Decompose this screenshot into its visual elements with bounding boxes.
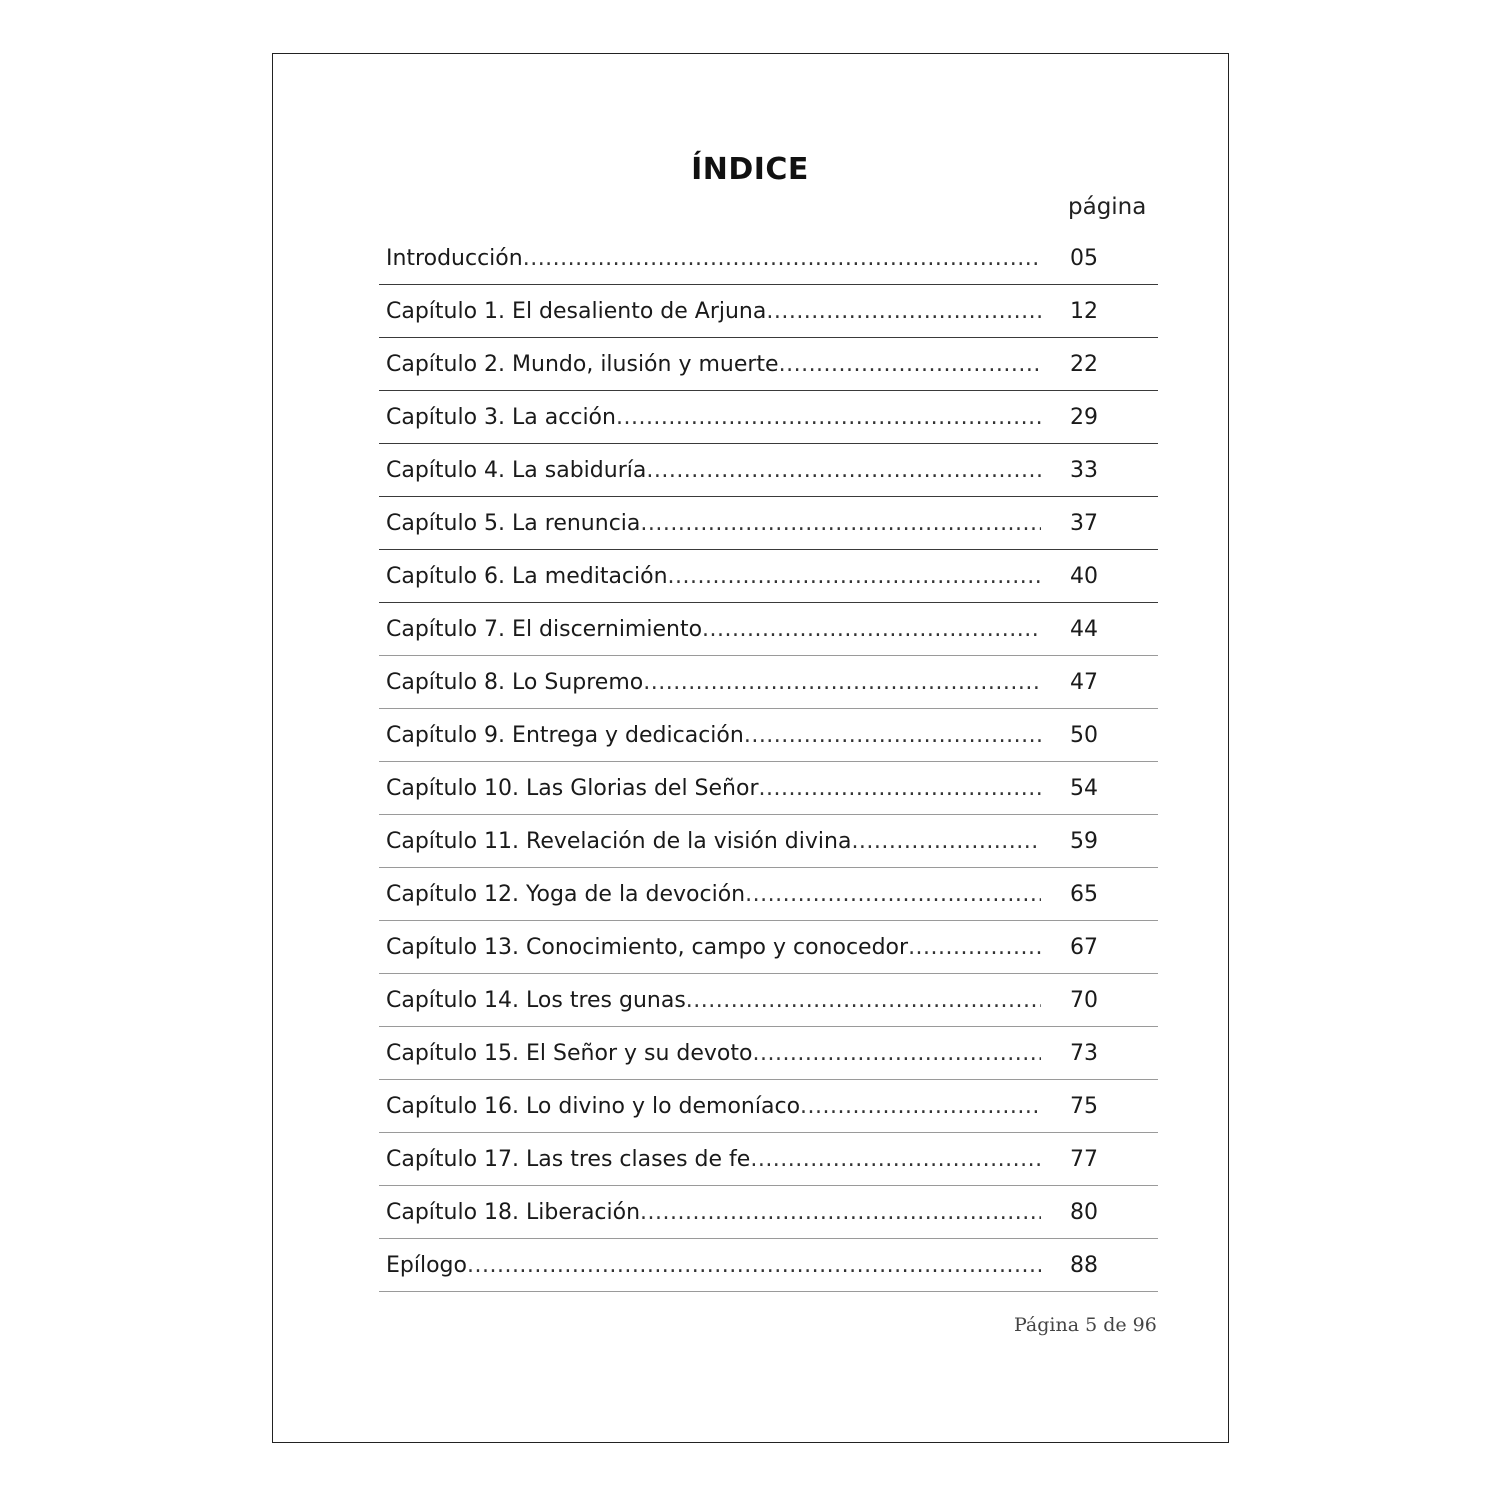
toc-entry	[379, 935, 1041, 960]
toc-entry-label: Capítulo 14. Los tres gunas	[386, 987, 686, 1013]
dot-leader	[759, 776, 1042, 801]
toc-row[interactable]	[379, 921, 1158, 974]
toc-entry-label: Capítulo 8. Lo Supremo	[386, 669, 644, 695]
toc-row[interactable]	[379, 1186, 1158, 1239]
toc-page-number: 05	[1070, 245, 1098, 271]
toc-row[interactable]	[379, 338, 1158, 391]
toc-row[interactable]	[379, 709, 1158, 762]
dot-leader	[750, 1147, 1041, 1172]
toc-entry	[379, 723, 1041, 748]
toc-entry-label: Capítulo 11. Revelación de la visión divina	[386, 828, 852, 854]
toc-page-number: 44	[1070, 616, 1098, 642]
toc-page-number: 40	[1070, 563, 1098, 589]
toc-entry	[379, 1041, 1041, 1066]
toc-row[interactable]	[379, 232, 1158, 285]
toc-page-number: 12	[1070, 298, 1098, 324]
toc-row[interactable]	[379, 497, 1158, 550]
toc-page-number: 59	[1070, 828, 1098, 854]
toc-row[interactable]	[379, 603, 1158, 656]
dot-leader	[851, 829, 1041, 854]
toc-row[interactable]	[379, 391, 1158, 444]
toc-entry	[379, 511, 1041, 536]
toc-page-number: 33	[1070, 457, 1098, 483]
toc-entry	[379, 564, 1041, 589]
page-footer: Página 5 de 96	[1014, 1314, 1157, 1336]
toc-entry	[379, 458, 1041, 483]
dot-leader	[702, 617, 1041, 642]
toc-row[interactable]	[379, 974, 1158, 1027]
toc-entry-label: Capítulo 15. El Señor y su devoto	[386, 1040, 753, 1066]
toc-row[interactable]	[379, 1080, 1158, 1133]
toc-row[interactable]	[379, 1027, 1158, 1080]
toc-entry	[379, 1200, 1041, 1225]
toc-row[interactable]	[379, 1133, 1158, 1186]
toc-entry-label: Capítulo 6. La meditación	[386, 563, 668, 589]
dot-leader	[640, 1200, 1041, 1225]
dot-leader	[779, 352, 1041, 377]
toc-entry	[379, 1147, 1041, 1172]
toc-entry	[379, 882, 1041, 907]
toc-entry-label: Capítulo 16. Lo divino y lo demoníaco	[386, 1093, 801, 1119]
dot-leader	[523, 246, 1041, 271]
dot-leader	[643, 670, 1041, 695]
toc-entry	[379, 299, 1041, 324]
toc-entry-label: Capítulo 18. Liberación	[386, 1199, 641, 1225]
dot-leader	[766, 299, 1041, 324]
toc-page-number: 54	[1070, 775, 1098, 801]
toc-entry-label: Epílogo	[386, 1252, 467, 1278]
toc-entry-label: Introducción	[386, 245, 523, 271]
toc-row[interactable]	[379, 444, 1158, 497]
toc-entry-label: Capítulo 1. El desaliento de Arjuna	[386, 298, 767, 324]
toc-entry	[379, 405, 1041, 430]
toc-row[interactable]	[379, 868, 1158, 921]
page-title: ÍNDICE	[691, 152, 809, 187]
toc-entry-label: Capítulo 3. La acción	[386, 404, 616, 430]
toc-page-number: 65	[1070, 881, 1098, 907]
toc-row[interactable]	[379, 550, 1158, 603]
dot-leader	[668, 564, 1041, 589]
dot-leader	[908, 935, 1041, 960]
toc-entry-label: Capítulo 5. La renuncia	[386, 510, 641, 536]
toc-entry-label: Capítulo 9. Entrega y dedicación	[386, 722, 744, 748]
toc-entry-label: Capítulo 2. Mundo, ilusión y muerte	[386, 351, 779, 377]
toc-page-number: 77	[1070, 1146, 1098, 1172]
dot-leader	[686, 988, 1041, 1013]
dot-leader	[616, 405, 1041, 430]
toc-entry-label: Capítulo 17. Las tres clases de fe	[386, 1146, 751, 1172]
toc-page-number: 50	[1070, 722, 1098, 748]
toc-entry-label: Capítulo 7. El discernimiento	[386, 616, 703, 642]
page-column-header: página	[1068, 194, 1147, 220]
toc-page-number: 75	[1070, 1093, 1098, 1119]
toc-row[interactable]	[379, 1239, 1158, 1292]
toc-page-number: 70	[1070, 987, 1098, 1013]
toc-page-number: 88	[1070, 1252, 1098, 1278]
toc-entry	[379, 776, 1041, 801]
dot-leader	[744, 723, 1041, 748]
toc-entry	[379, 988, 1041, 1013]
toc-entry	[379, 670, 1041, 695]
toc-page-number: 80	[1070, 1199, 1098, 1225]
toc-entry	[379, 352, 1041, 377]
dot-leader	[646, 458, 1041, 483]
toc-row[interactable]	[379, 762, 1158, 815]
toc-entry-label: Capítulo 10. Las Glorias del Señor	[386, 775, 759, 801]
toc-page-number: 22	[1070, 351, 1098, 377]
toc-page-number: 73	[1070, 1040, 1098, 1066]
toc-entry	[379, 1253, 1041, 1278]
toc-entry	[379, 829, 1041, 854]
toc-row[interactable]	[379, 656, 1158, 709]
table-of-contents	[379, 232, 1158, 1292]
toc-page-number: 37	[1070, 510, 1098, 536]
toc-entry-label: Capítulo 4. La sabiduría	[386, 457, 647, 483]
dot-leader	[467, 1253, 1041, 1278]
toc-page-number: 47	[1070, 669, 1098, 695]
toc-entry	[379, 246, 1041, 271]
toc-entry-label: Capítulo 13. Conocimiento, campo y conocedor	[386, 934, 909, 960]
dot-leader	[745, 882, 1041, 907]
toc-page-number: 67	[1070, 934, 1098, 960]
dot-leader	[752, 1041, 1041, 1066]
toc-entry-label: Capítulo 12. Yoga de la devoción	[386, 881, 746, 907]
toc-entry	[379, 1094, 1041, 1119]
toc-page-number: 29	[1070, 404, 1098, 430]
dot-leader	[640, 511, 1041, 536]
toc-row[interactable]	[379, 285, 1158, 338]
toc-entry	[379, 617, 1041, 642]
dot-leader	[800, 1094, 1041, 1119]
toc-row[interactable]	[379, 815, 1158, 868]
